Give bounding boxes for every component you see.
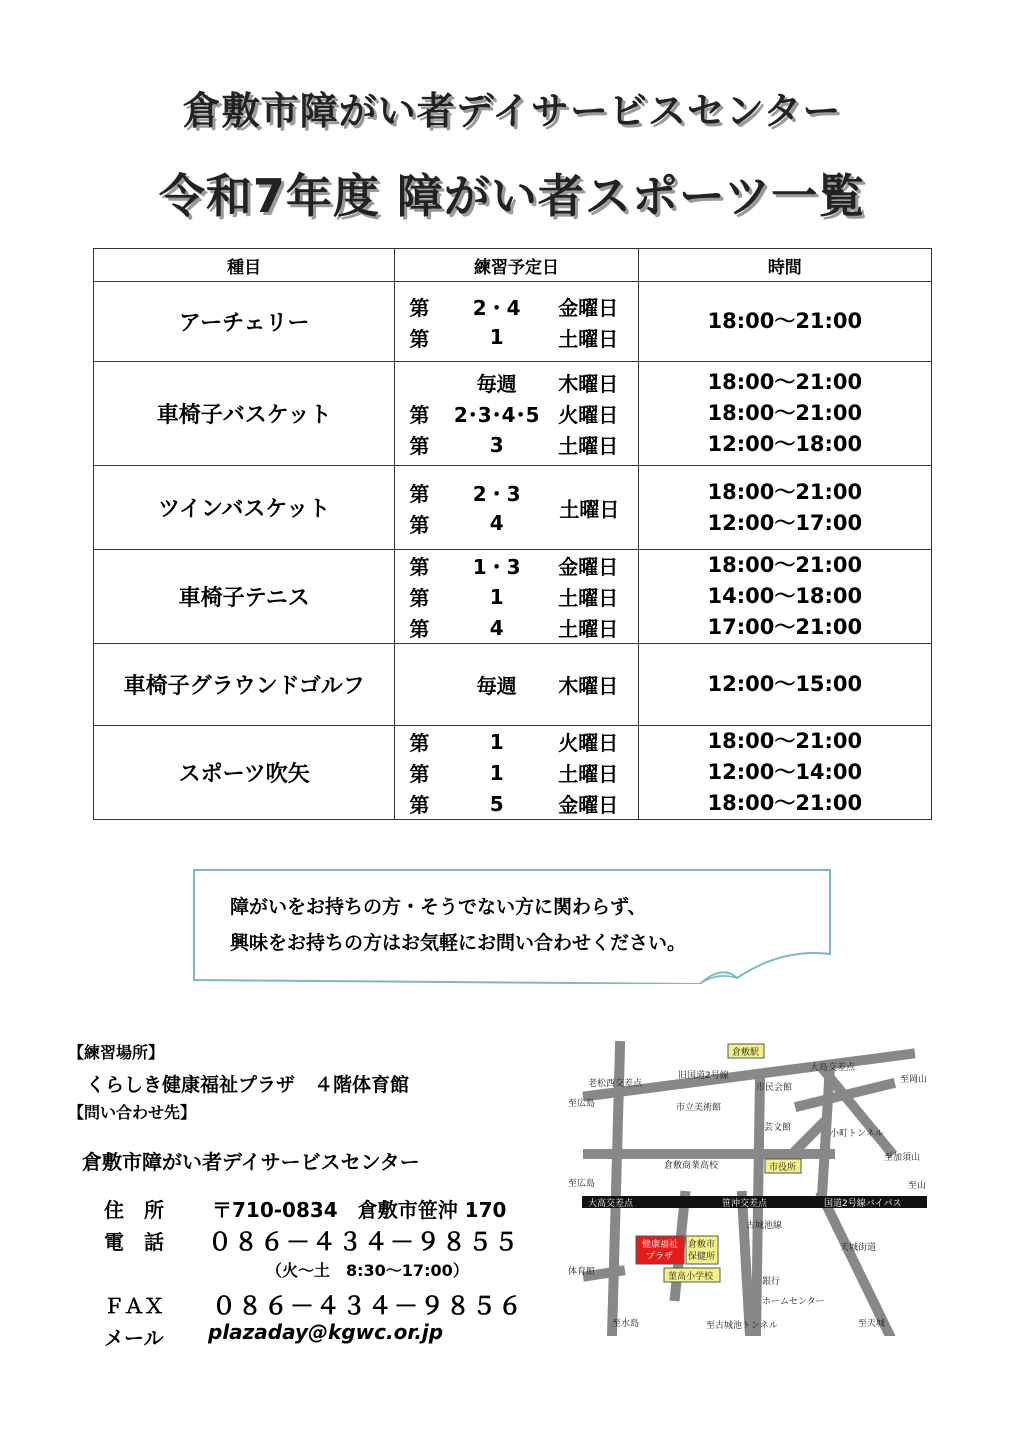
weekday: 火曜日 [558, 731, 619, 755]
map-label: 銀行 [762, 1277, 781, 1287]
time-range: 18:00～21:00 [707, 309, 863, 333]
map-label: 倉敷商業高校 [664, 1161, 719, 1171]
table-row [94, 362, 932, 466]
table-header-row [94, 249, 932, 282]
practice-days-cell [395, 726, 638, 820]
time-range: 18:00～21:00 [707, 370, 863, 394]
map-school-label: 菫高小学校 [668, 1272, 714, 1282]
map-label: ホームセンター [762, 1297, 825, 1307]
weekday: 土曜日 [558, 617, 619, 641]
sport-name: アーチェリー [94, 282, 395, 362]
time-cell [638, 282, 931, 362]
sport-name: 車椅子テニス [94, 550, 395, 644]
schedule-line [395, 367, 637, 398]
schedule-line [395, 669, 637, 700]
table-row [94, 644, 932, 726]
week-numbers: 1 [489, 729, 504, 754]
sport-name: 車椅子グラウンドゴルフ [94, 644, 395, 726]
week-ordinal: 第 [409, 434, 430, 458]
practice-days-cell [395, 550, 638, 644]
week-ordinal: 第 [409, 762, 430, 786]
practice-days-cell [395, 466, 638, 550]
time-cell [638, 362, 931, 466]
header-practice-days: 練習予定日 [395, 249, 638, 282]
map-label: 至加須山 [884, 1153, 921, 1163]
time-range: 12:00～14:00 [707, 760, 863, 784]
practice-place: くらしき健康福祉プラザ ４階体育館 [86, 1074, 410, 1096]
schedule-line [395, 550, 637, 581]
time-range: 18:00～21:00 [707, 401, 863, 425]
sport-name: ツインバスケット [94, 466, 395, 550]
week-numbers: 1 [489, 584, 504, 609]
map-label: 旧国道2号線 [678, 1071, 729, 1081]
time-range: 18:00～21:00 [707, 729, 863, 753]
week-numbers: 毎週 [476, 674, 517, 698]
table-row [94, 726, 932, 820]
week-ordinal: 第 [409, 481, 430, 506]
organization-name: 倉敷市障がい者デイサービスセンター [82, 1150, 420, 1174]
sport-name: 車椅子バスケット [94, 362, 395, 466]
map-label: 体育館 [568, 1267, 596, 1277]
office-hours: （火～土 8:30～17:00） [266, 1261, 469, 1280]
inquiry-label: 【問い合わせ先】 [68, 1103, 197, 1122]
week-ordinal: 第 [409, 326, 430, 351]
time-range: 17:00～21:00 [707, 615, 863, 639]
schedule-line [395, 429, 637, 460]
practice-days-cell [395, 282, 638, 362]
time-range: 12:00～18:00 [707, 432, 863, 456]
page-subtitle: 令和7年度 障がい者スポーツ一覧 [158, 169, 866, 223]
practice-days-cell [395, 362, 638, 466]
table-row [94, 550, 932, 644]
map-label: 市立美術館 [676, 1103, 722, 1113]
week-numbers: 5 [489, 791, 504, 816]
week-ordinal: 第 [409, 403, 430, 427]
phone-label: 電 話 [104, 1230, 164, 1254]
schedule-line [395, 322, 637, 353]
week-ordinal: 第 [409, 617, 430, 641]
map-label: 市役所 [769, 1163, 797, 1173]
map-health-center-label: 倉敷市 [688, 1240, 716, 1250]
map-label: 大高交差点 [588, 1199, 634, 1209]
map-plaza-label: プラザ [646, 1252, 674, 1262]
schedule-line [395, 612, 637, 643]
weekday: 土曜日 [558, 326, 619, 351]
week-numbers: 2･3･4･5 [453, 403, 540, 427]
map-label: 大島交差点 [810, 1063, 856, 1073]
schedule-line [395, 581, 637, 612]
map-label: 芸文館 [764, 1123, 792, 1133]
map-label: 小町トンネル [830, 1129, 884, 1139]
time-cell [638, 644, 931, 726]
map-label: 古城池線 [746, 1221, 783, 1231]
map-label: 天城街道 [840, 1243, 877, 1253]
map-label: 至古城池トンネル [706, 1321, 778, 1331]
header-sport: 種目 [94, 249, 395, 282]
time-cell [638, 466, 931, 550]
time-range: 12:00～15:00 [707, 672, 863, 696]
practice-days-cell [395, 644, 638, 726]
week-ordinal: 第 [409, 555, 430, 579]
map-label: 国道2号線バイパス [824, 1199, 902, 1209]
week-numbers: 毎週 [476, 372, 517, 396]
week-ordinal: 第 [409, 793, 430, 817]
schedule-line [395, 726, 637, 757]
weekday: 火曜日 [558, 403, 619, 427]
header-time: 時間 [638, 249, 931, 282]
table-row [94, 282, 932, 362]
map-label: 至天城 [858, 1319, 886, 1329]
time-range: 18:00～21:00 [707, 791, 863, 815]
weekday: 土曜日 [558, 586, 619, 610]
map-plaza-label: 健康福祉 [642, 1240, 679, 1250]
schedule-line [395, 788, 637, 819]
map-label: 市民会館 [756, 1083, 793, 1093]
weekday: 木曜日 [558, 674, 619, 698]
week-numbers: 3 [489, 432, 504, 457]
map-label: 至広島 [568, 1179, 596, 1189]
week-numbers: 1 [489, 325, 504, 349]
week-numbers: 2・3 [472, 481, 521, 506]
map-label: 至山 [908, 1181, 927, 1191]
weekday-shared: 土曜日 [559, 497, 620, 521]
schedule-line [395, 291, 637, 322]
weekday: 金曜日 [558, 793, 619, 817]
week-numbers: 1・3 [472, 555, 521, 579]
table-row [94, 466, 932, 550]
address-label: 住 所 [104, 1198, 164, 1222]
week-numbers: 4 [489, 615, 504, 640]
fax-label: ＦＡＸ [104, 1294, 164, 1318]
week-ordinal: 第 [409, 731, 430, 755]
time-cell [638, 726, 931, 820]
fax-number: ０８６－４３４－９８５６ [212, 1292, 524, 1320]
note-line-1: 障がいをお持ちの方・そうでない方に関わらず、 [230, 896, 647, 918]
note-callout [192, 868, 832, 984]
map-label: 至水島 [612, 1319, 640, 1329]
week-ordinal: 第 [409, 295, 430, 320]
week-numbers: 1 [489, 760, 504, 785]
weekday: 金曜日 [558, 295, 619, 320]
schedule-line [395, 398, 637, 429]
time-range: 18:00～21:00 [707, 553, 863, 577]
mail-label: メール [104, 1326, 164, 1350]
map-label: 笹沖交差点 [722, 1199, 768, 1209]
week-ordinal: 第 [409, 586, 430, 610]
address: 〒710-0834 倉敷市笹沖 170 [212, 1198, 507, 1222]
sport-name: スポーツ吹矢 [94, 726, 395, 820]
week-ordinal: 第 [409, 512, 430, 537]
map-label: 老松西交差点 [588, 1079, 643, 1089]
map-label: 至広島 [568, 1099, 596, 1109]
map-label: 至岡山 [900, 1075, 928, 1085]
time-cell [638, 550, 931, 644]
mail-address[interactable]: plazaday@kgwc.or.jp [208, 1320, 444, 1344]
week-numbers: 2・4 [472, 295, 521, 320]
sports-schedule-table [93, 248, 932, 820]
note-line-2: 興味をお持ちの方はお気軽にお問い合わせください。 [230, 932, 687, 954]
phone-number: ０８６－４３４－９８５５ [208, 1228, 520, 1256]
weekday: 金曜日 [558, 555, 619, 579]
week-numbers: 4 [489, 511, 504, 535]
map-station-label: 倉敷駅 [732, 1048, 760, 1058]
access-map [560, 1036, 940, 1336]
time-range: 12:00～17:00 [707, 510, 863, 535]
practice-place-label: 【練習場所】 [68, 1043, 165, 1062]
time-range: 18:00～21:00 [707, 479, 863, 504]
schedule-line [395, 757, 637, 788]
page-title: 倉敷市障がい者デイサービスセンター [182, 89, 842, 133]
weekday: 土曜日 [558, 762, 619, 786]
map-health-center-label: 保健所 [688, 1252, 716, 1262]
time-range: 14:00～18:00 [707, 584, 863, 608]
weekday: 木曜日 [558, 372, 619, 396]
weekday: 土曜日 [558, 434, 619, 458]
